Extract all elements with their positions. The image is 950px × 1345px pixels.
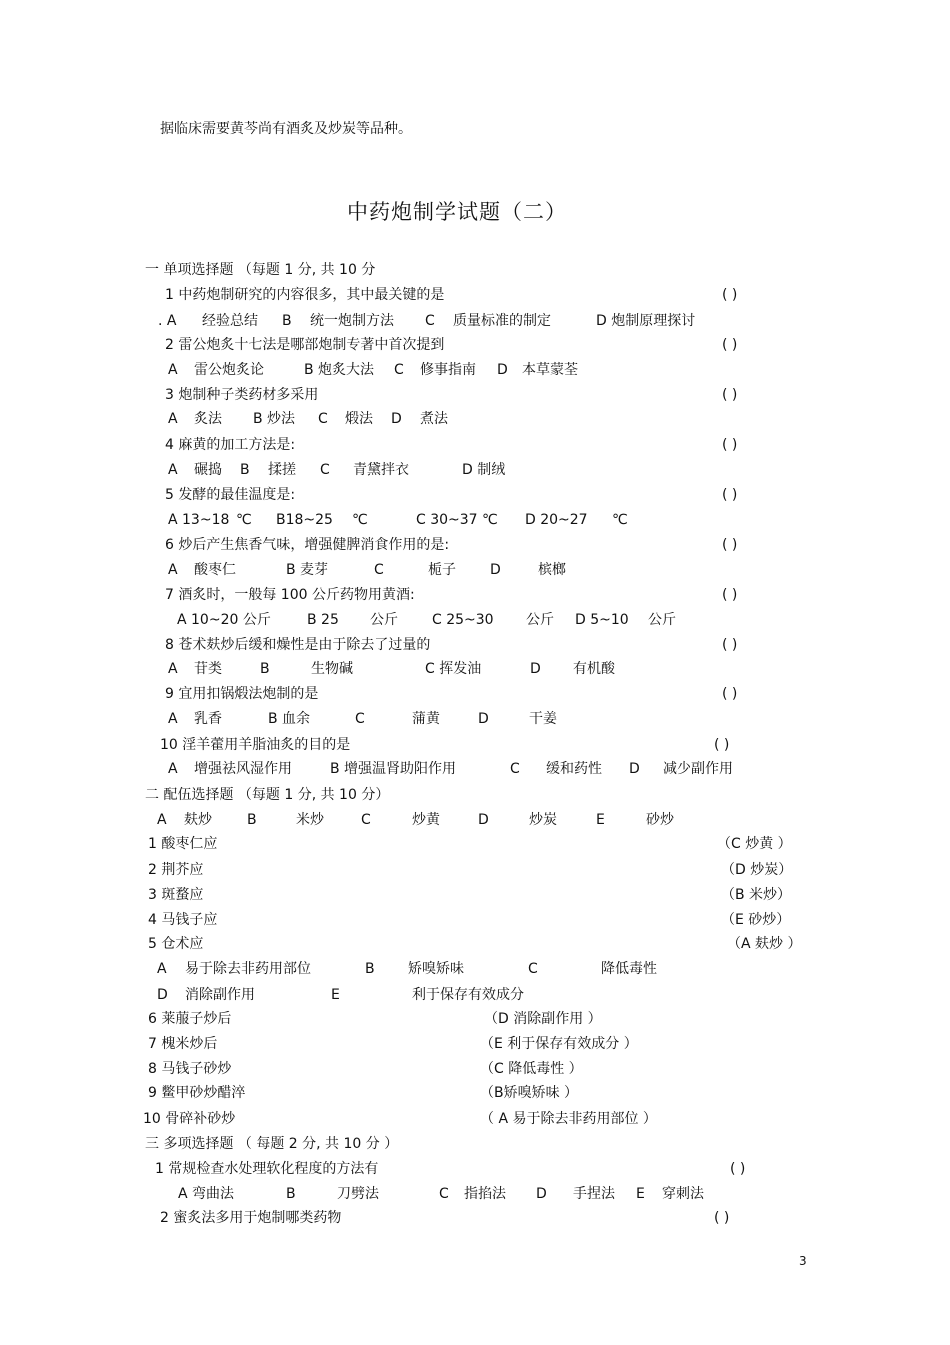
- question-text: 6 莱菔子炒后: [148, 1011, 232, 1027]
- option-text: 苷类: [194, 661, 222, 677]
- option-text: 降低毒性: [601, 961, 657, 977]
- answer-blank: ( ): [714, 737, 730, 753]
- question-text: 9 宜用扣锅煅法炮制的是: [165, 686, 319, 702]
- answer-text: （A 麸炒 ）: [727, 936, 802, 952]
- section3-header: 三 多项选择题 （ 每题 2 分, 共 10 分 ）: [145, 1136, 399, 1152]
- option-text: 消除副作用: [185, 987, 255, 1003]
- option-text: D 5~10: [575, 612, 629, 628]
- question-text: 1 酸枣仁应: [148, 836, 218, 852]
- option-text: 栀子: [428, 562, 456, 578]
- option-text: 碾捣: [194, 462, 222, 478]
- option-text: . A: [158, 313, 177, 329]
- option-text: 砂炒: [646, 812, 674, 828]
- option-text: D: [391, 411, 402, 427]
- option-text: C: [374, 562, 384, 578]
- option-text: A: [157, 961, 167, 977]
- answer-text: （D 消除副作用 ）: [484, 1011, 602, 1027]
- question-text: 7 酒炙时，一般每 100 公斤药物用黄酒:: [165, 587, 415, 603]
- option-text: ℃: [236, 512, 252, 528]
- option-text: C 挥发油: [425, 661, 482, 677]
- option-text: D 20~27: [525, 512, 588, 528]
- answer-blank: ( ): [722, 287, 738, 303]
- question-text: 4 马钱子应: [148, 912, 218, 928]
- option-text: 刀劈法: [337, 1186, 379, 1202]
- option-text: 有机酸: [573, 661, 615, 677]
- question-text: 6 炒后产生焦香气味，增强健脾消食作用的是:: [165, 537, 450, 553]
- answer-text: （C 降低毒性 ）: [480, 1061, 583, 1077]
- question-text: 5 发酵的最佳温度是:: [165, 487, 296, 503]
- option-text: B 麦芽: [286, 562, 329, 578]
- answer-blank: ( ): [722, 437, 738, 453]
- option-text: E: [636, 1186, 645, 1202]
- option-text: C: [318, 411, 328, 427]
- answer-blank: ( ): [730, 1161, 746, 1177]
- option-text: A: [168, 362, 178, 378]
- answer-text: （E 利于保存有效成分 ）: [480, 1036, 638, 1052]
- option-text: 缓和药性: [546, 761, 602, 777]
- option-text: 公斤: [648, 612, 676, 628]
- question-text: 9 鳖甲砂炒醋淬: [148, 1085, 246, 1101]
- option-text: 蒲黄: [412, 711, 440, 727]
- option-text: 质量标准的制定: [453, 313, 551, 329]
- option-text: A 10~20 公斤: [177, 612, 271, 628]
- option-text: A 弯曲法: [178, 1186, 235, 1202]
- answer-text: （D 炒炭）: [721, 862, 793, 878]
- answer-text: （B矫嗅矫味 ）: [480, 1085, 579, 1101]
- answer-text: （B 米炒）: [721, 887, 792, 903]
- option-text: B: [247, 812, 257, 828]
- question-text: 8 苍术麸炒后缓和燥性是由于除去了过量的: [165, 637, 431, 653]
- option-text: A: [168, 562, 178, 578]
- option-text: D: [530, 661, 541, 677]
- answer-blank: ( ): [722, 387, 738, 403]
- option-text: D: [490, 562, 501, 578]
- option-text: 本草蒙荃: [522, 362, 578, 378]
- option-text: 生物碱: [311, 661, 353, 677]
- answer-blank: ( ): [722, 686, 738, 702]
- option-text: B: [240, 462, 250, 478]
- option-text: 乳香: [194, 711, 222, 727]
- option-text: B: [286, 1186, 296, 1202]
- option-text: B 血余: [268, 711, 311, 727]
- option-text: 利于保存有效成分: [412, 987, 524, 1003]
- answer-text: （E 砂炒）: [721, 912, 791, 928]
- option-text: ℃: [612, 512, 628, 528]
- answer-text: （C 炒黄 ）: [717, 836, 792, 852]
- option-text: E: [596, 812, 605, 828]
- option-text: 手捏法: [573, 1186, 615, 1202]
- option-text: 公斤: [526, 612, 554, 628]
- option-text: C 30~37 ℃: [416, 512, 498, 528]
- option-text: E: [331, 987, 340, 1003]
- option-text: D: [536, 1186, 547, 1202]
- option-text: B: [282, 313, 292, 329]
- option-text: C: [528, 961, 538, 977]
- option-text: 炙法: [194, 411, 222, 427]
- answer-blank: ( ): [722, 487, 738, 503]
- question-text: 10 骨碎补砂炒: [143, 1111, 236, 1127]
- option-text: 易于除去非药用部位: [185, 961, 311, 977]
- option-text: 统一炮制方法: [310, 313, 394, 329]
- option-text: 揉搓: [268, 462, 296, 478]
- option-text: 槟榔: [538, 562, 566, 578]
- option-text: 增强祛风湿作用: [194, 761, 292, 777]
- option-text: A: [168, 411, 178, 427]
- option-text: A: [168, 661, 178, 677]
- option-text: 酸枣仁: [194, 562, 236, 578]
- option-text: A: [168, 711, 178, 727]
- option-text: D: [497, 362, 508, 378]
- option-text: A: [157, 812, 167, 828]
- option-text: B 炒法: [253, 411, 296, 427]
- option-text: 减少副作用: [663, 761, 733, 777]
- question-text: 3 炮制种子类药材多采用: [165, 387, 319, 403]
- option-text: ℃: [352, 512, 368, 528]
- option-text: 矫嗅矫味: [408, 961, 464, 977]
- section2-header: 二 配伍选择题 （每题 1 分, 共 10 分）: [145, 787, 390, 803]
- option-text: C: [355, 711, 365, 727]
- question-text: 1 常规检查水处理软化程度的方法有: [155, 1161, 379, 1177]
- option-text: 麸炒: [184, 812, 212, 828]
- option-text: 指掐法: [464, 1186, 506, 1202]
- question-text: 2 雷公炮炙十七法是哪部炮制专著中首次提到: [165, 337, 445, 353]
- answer-blank: ( ): [722, 637, 738, 653]
- answer-blank: ( ): [714, 1210, 730, 1226]
- option-text: C: [439, 1186, 449, 1202]
- answer-blank: ( ): [722, 537, 738, 553]
- option-text: A: [168, 761, 178, 777]
- option-text: C: [320, 462, 330, 478]
- option-text: D: [478, 812, 489, 828]
- option-text: 煮法: [420, 411, 448, 427]
- question-text: 1 中药炮制研究的内容很多，其中最关键的是: [165, 287, 445, 303]
- option-text: C: [394, 362, 404, 378]
- section1-header: 一 单项选择题 （每题 1 分, 共 10 分: [145, 262, 376, 278]
- question-text: 2 荆芥应: [148, 862, 204, 878]
- option-text: D 制绒: [462, 462, 506, 478]
- question-text: 5 仓术应: [148, 936, 204, 952]
- question-text: 4 麻黄的加工方法是:: [165, 437, 296, 453]
- option-text: B 25: [307, 612, 339, 628]
- option-text: 修事指南: [420, 362, 476, 378]
- question-text: 7 槐米炒后: [148, 1036, 218, 1052]
- option-text: C: [425, 313, 435, 329]
- option-text: B 炮炙大法: [304, 362, 375, 378]
- option-text: B: [365, 961, 375, 977]
- option-text: C: [361, 812, 371, 828]
- option-text: B18~25: [276, 512, 333, 528]
- option-text: B 增强温肾助阳作用: [330, 761, 457, 777]
- option-text: 穿刺法: [662, 1186, 704, 1202]
- option-text: 煅法: [345, 411, 373, 427]
- option-text: 青黛拌衣: [353, 462, 409, 478]
- option-text: 米炒: [296, 812, 324, 828]
- option-text: B: [260, 661, 270, 677]
- option-text: D: [157, 987, 168, 1003]
- option-text: 雷公炮炙论: [194, 362, 264, 378]
- intro-text: 据临床需要黄芩尚有酒炙及炒炭等品种。: [160, 121, 412, 137]
- page-number: 3: [799, 1254, 807, 1268]
- option-text: 炒炭: [529, 812, 557, 828]
- option-text: 经验总结: [202, 313, 258, 329]
- option-text: 干姜: [529, 711, 557, 727]
- option-text: 公斤: [370, 612, 398, 628]
- question-text: 8 马钱子砂炒: [148, 1061, 232, 1077]
- question-text: 10 淫羊藿用羊脂油炙的目的是: [160, 737, 351, 753]
- option-text: A 13~18: [168, 512, 230, 528]
- answer-blank: ( ): [722, 587, 738, 603]
- answer-blank: ( ): [722, 337, 738, 353]
- option-text: C: [510, 761, 520, 777]
- option-text: D 炮制原理探讨: [596, 313, 696, 329]
- option-text: D: [478, 711, 489, 727]
- page-title: 中药炮制学试题（二）: [347, 200, 567, 224]
- question-text: 3 斑蝥应: [148, 887, 204, 903]
- question-text: 2 蜜炙法多用于炮制哪类药物: [160, 1210, 342, 1226]
- answer-text: （ A 易于除去非药用部位 ）: [480, 1111, 657, 1127]
- option-text: D: [629, 761, 640, 777]
- option-text: A: [168, 462, 178, 478]
- option-text: C 25~30: [432, 612, 494, 628]
- option-text: 炒黄: [412, 812, 440, 828]
